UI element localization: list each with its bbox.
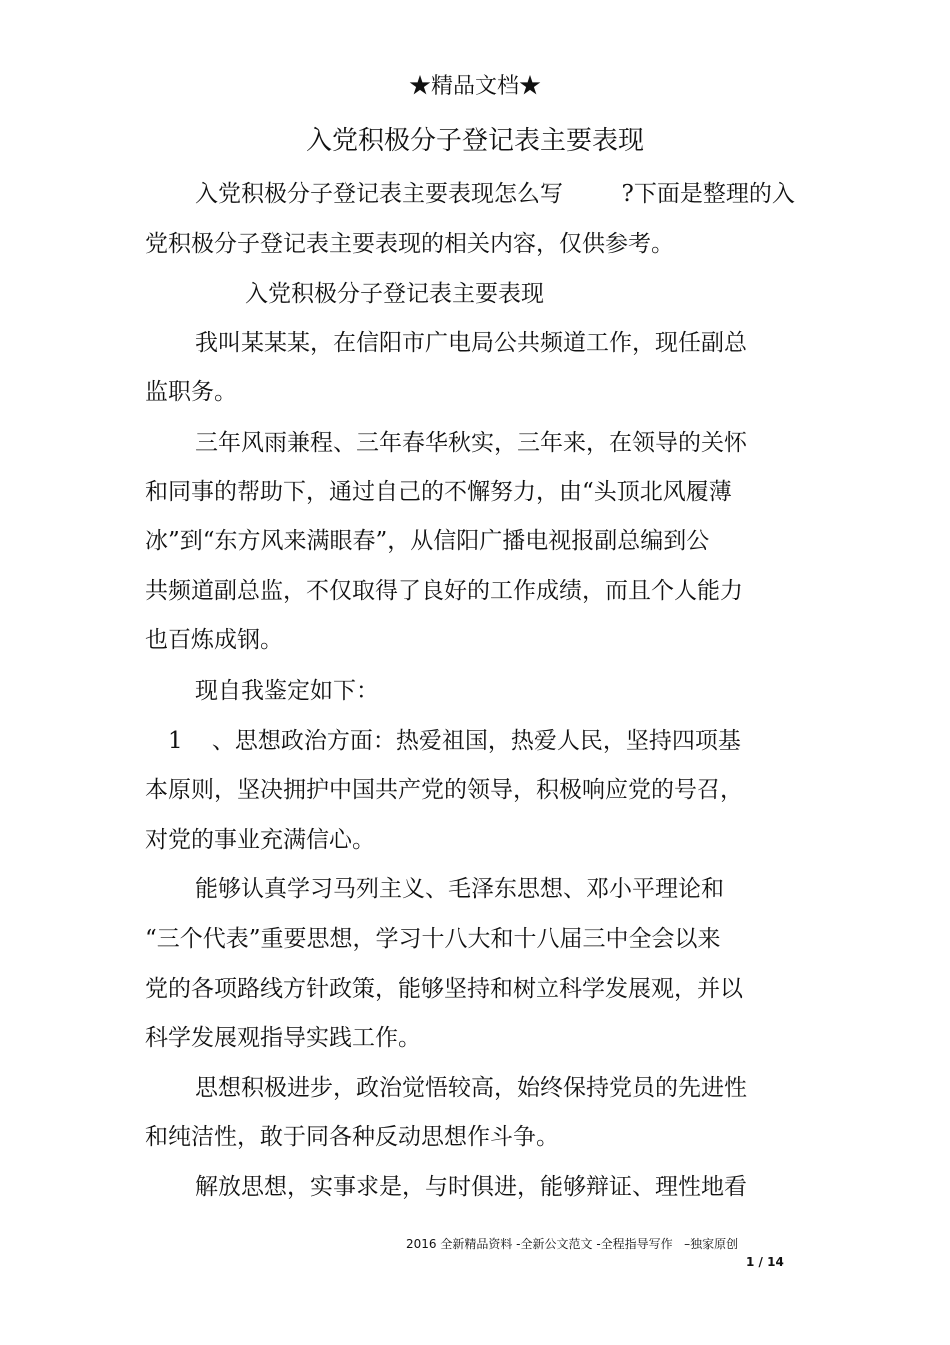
body-line: 现自我鉴定如下：: [195, 678, 379, 704]
body-line: 共频道副总监，不仅取得了良好的工作成绩，而且个人能力: [145, 578, 743, 604]
body-line: 三年风雨兼程、三年春华秋实，三年来，在领导的关怀: [195, 430, 747, 456]
page-number: 1 / 14: [746, 1255, 784, 1269]
body-line: 思想积极进步，政治觉悟较高，始终保持党员的先进性: [195, 1075, 747, 1101]
body-line: 党积极分子登记表主要表现的相关内容，仅供参考。: [145, 231, 674, 257]
body-line: 入党积极分子登记表主要表现怎么写 ?下面是整理的入: [195, 181, 795, 207]
body-line: 党的各项路线方针政策，能够坚持和树立科学发展观，并以: [145, 976, 743, 1002]
body-line: 解放思想，实事求是，与时俱进，能够辩证、理性地看: [195, 1174, 747, 1200]
body-line: 和同事的帮助下，通过自己的不懈努力，由“头顶北风履薄: [145, 479, 732, 505]
footer-tagline: 2016 全新精品资料 -全新公文范文 -全程指导写作 –独家原创: [406, 1237, 739, 1251]
body-line: 科学发展观指导实践工作。: [145, 1025, 421, 1051]
body-line: 监职务。: [145, 379, 237, 405]
body-line: 和纯洁性，敢于同各种反动思想作斗争。: [145, 1124, 559, 1150]
body-line: 1 、思想政治方面：热爱祖国，热爱人民，坚持四项基: [168, 728, 741, 754]
header-banner: ★精品文档★: [408, 74, 541, 99]
body-line: 也百炼成钢。: [145, 627, 283, 653]
body-line: 冰”到“东方风来满眼春”，从信阳广播电视报副总编到公: [145, 528, 710, 554]
section-heading: 入党积极分子登记表主要表现: [245, 281, 544, 307]
body-line: 本原则，坚决拥护中国共产党的领导，积极响应党的号召，: [145, 777, 743, 803]
body-line: 能够认真学习马列主义、毛泽东思想、邓小平理论和: [195, 876, 724, 902]
body-line: “三个代表”重要思想，学习十八大和十八届三中全会以来: [145, 926, 721, 952]
body-line: 对党的事业充满信心。: [145, 827, 375, 853]
body-line: 我叫某某某，在信阳市广电局公共频道工作，现任副总: [195, 330, 747, 356]
document-title: 入党积极分子登记表主要表现: [305, 126, 644, 156]
